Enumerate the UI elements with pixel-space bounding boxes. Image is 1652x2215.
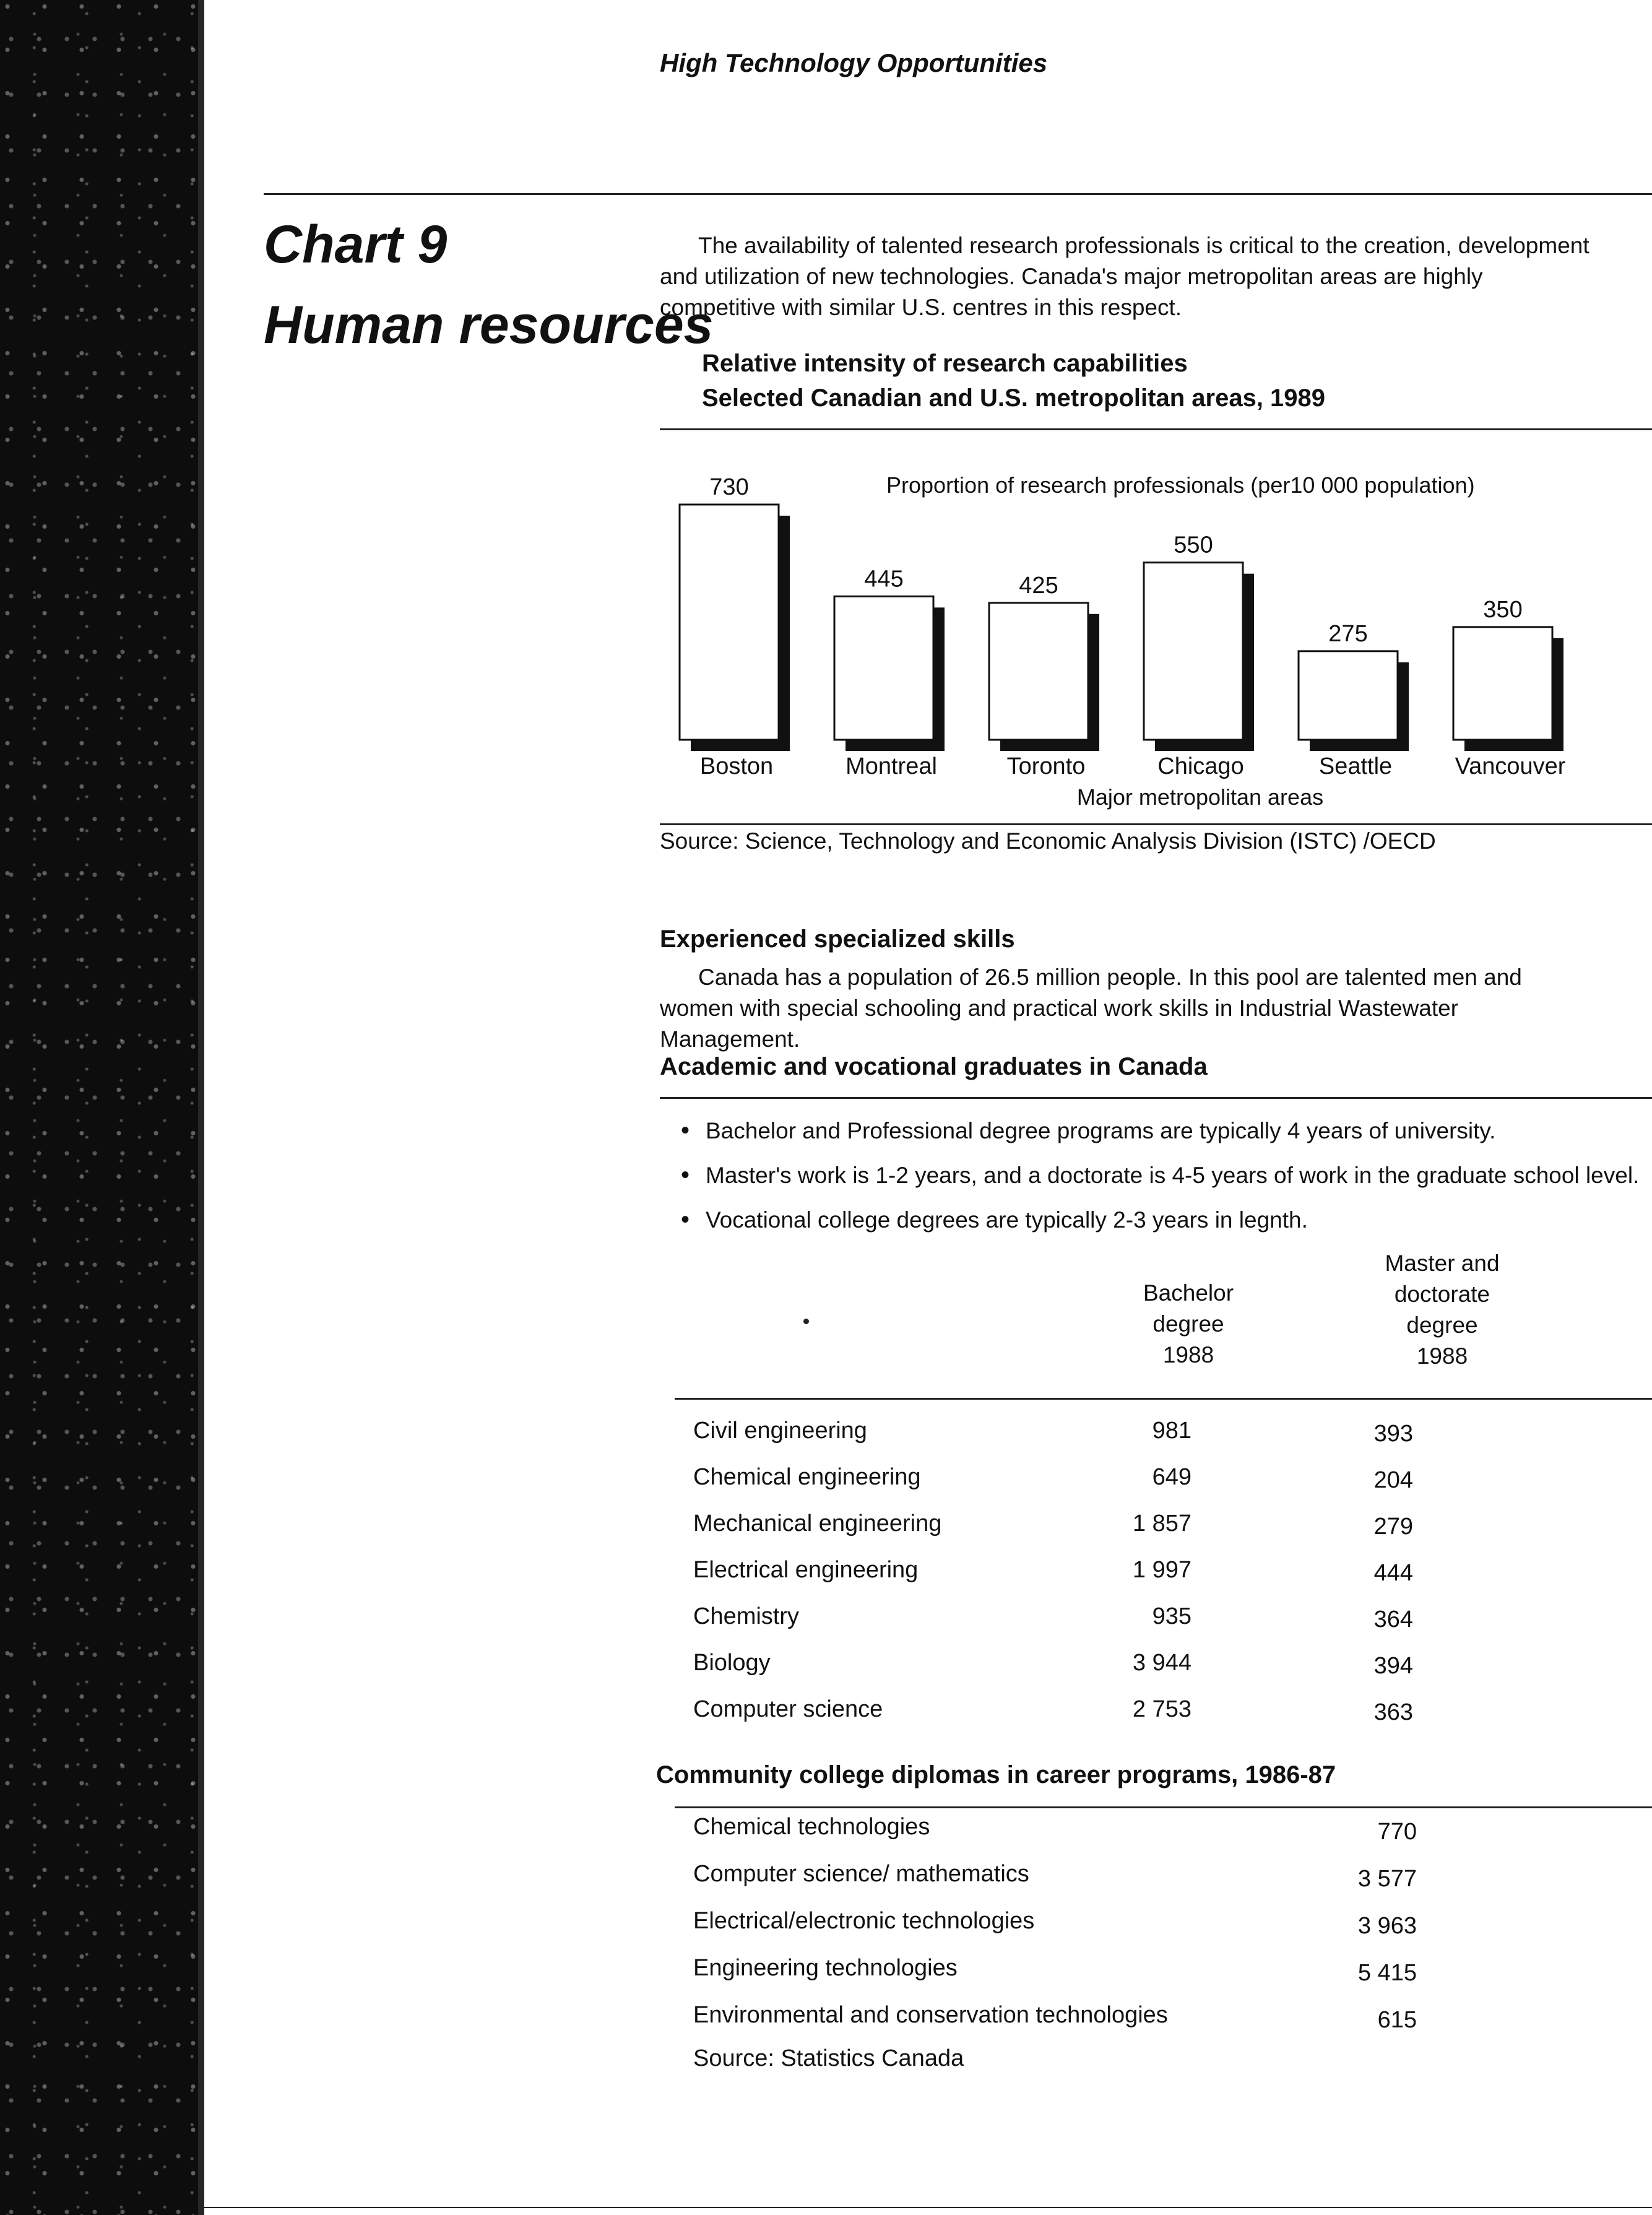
bar-toronto: [989, 603, 1088, 740]
table-cell-diplomas: 3 577: [1357, 1866, 1417, 1892]
table-row-label: Civil engineering: [693, 1418, 867, 1444]
col-head-master: Master and doctorate degree 1988: [1385, 1251, 1500, 1369]
chart-number: Chart 9: [264, 215, 448, 274]
category-label: Chicago: [1157, 753, 1244, 779]
skills-paragraph: Canada has a population of 26.5 million people. In this pool are talented men and women with special schooling and practical work skills in Industrial Wastewater Management.: [660, 964, 1522, 1052]
chart-source: Source: Science, Technology and Economic Analysis Division (ISTC) /OECD: [660, 828, 1436, 854]
table-cell-master: 204: [1373, 1467, 1413, 1493]
binding-strip: [0, 0, 204, 2215]
bullet-list: [681, 1108, 1639, 1242]
category-label: Montreal: [845, 753, 937, 779]
table-row-label: Chemical technologies: [693, 1814, 930, 1840]
table-row-label: Biology: [693, 1650, 771, 1676]
table-cell-master: 444: [1373, 1560, 1413, 1586]
chart-xlabel: Major metropolitan areas: [1076, 784, 1324, 810]
table-source: Source: Statistics Canada: [693, 2045, 964, 2071]
bar-value-label: 425: [1019, 572, 1058, 599]
bar-seattle: [1299, 651, 1398, 740]
table-row-label: Chemistry: [693, 1603, 800, 1629]
bar-value-label: 275: [1328, 620, 1368, 647]
running-head: High Technology Opportunities: [660, 48, 1048, 77]
table-cell-diplomas: 3 963: [1357, 1913, 1417, 1939]
bullet-item: • Vocational college degrees are typically 2-3 years in legnth.: [681, 1197, 1639, 1242]
bar-chicago: [1144, 563, 1243, 740]
table-cell-bachelor: 1 857: [1132, 1511, 1191, 1537]
table-row-label: Chemical engineering: [693, 1464, 921, 1490]
chart-bottom-rule: [660, 823, 1652, 825]
table-cell-master: 393: [1373, 1421, 1413, 1447]
bar-value-label: 550: [1174, 532, 1213, 558]
table-row-label: Electrical engineering: [693, 1557, 919, 1583]
stray-dot: [803, 1319, 809, 1324]
college-heading: Community college diplomas in career programs, 1986-87: [656, 1761, 1336, 1788]
table-cell-bachelor: 3 944: [1132, 1650, 1191, 1676]
category-label: Seattle: [1318, 753, 1393, 779]
table-cell-bachelor: 981: [1152, 1418, 1191, 1444]
section-title: Human resources: [264, 295, 714, 355]
table-cell-diplomas: 770: [1377, 1819, 1417, 1845]
bullet-item: • Bachelor and Professional degree programs are typically 4 years of university.: [681, 1108, 1639, 1153]
college-rule: [675, 1806, 1652, 1808]
table-cell-master: 279: [1373, 1514, 1413, 1540]
table-row-label: Computer science: [693, 1696, 883, 1722]
category-label: Vancouver: [1455, 753, 1566, 779]
bullet-item: • Master's work is 1-2 years, and a doctorate is 4-5 years of work in the graduate school level.: [681, 1153, 1639, 1197]
category-label: Boston: [699, 753, 774, 779]
table-row-label: Electrical/electronic technologies: [693, 1908, 1035, 1934]
table-cell-diplomas: 615: [1377, 2007, 1417, 2033]
chart-title-line1: Relative intensity of research capabilities: [702, 350, 1188, 377]
table-cell-bachelor: 1 997: [1132, 1557, 1191, 1583]
table-row-label: Environmental and conservation technologies: [693, 2002, 1168, 2028]
chart-title-line2: Selected Canadian and U.S. metropolitan areas, 1989: [702, 384, 1326, 412]
binding-edge: [198, 0, 204, 2215]
category-label: Toronto: [1006, 753, 1086, 779]
bar-value-label: 730: [709, 474, 749, 500]
bar-value-label: 350: [1483, 596, 1523, 623]
col-head-bachelor: Bachelor degree 1988: [1143, 1280, 1234, 1368]
chart-top-rule: [660, 428, 1652, 430]
skills-heading: Experienced specialized skills: [660, 925, 1015, 953]
bottom-rule: [204, 2207, 1652, 2208]
table-cell-bachelor: 935: [1152, 1603, 1191, 1629]
bar-boston: [680, 505, 779, 740]
table-row-label: Engineering technologies: [693, 1955, 958, 1981]
graduates-heading: Academic and vocational graduates in Canada: [660, 1053, 1208, 1080]
chart-ylabel: Proportion of research professionals (per10 000 population): [886, 472, 1475, 498]
bar-chart: [668, 458, 1646, 817]
table-cell-master: 364: [1373, 1606, 1413, 1632]
table-cell-bachelor: 649: [1152, 1464, 1191, 1490]
table-cell-bachelor: 2 753: [1132, 1696, 1191, 1722]
intro-paragraph: The availability of talented research professionals is critical to the creation, development and utilization of new technologies. Canada's major metropolitan areas are highly competitive with similar U.S. centres in this respect.: [660, 233, 1589, 320]
table-row-label: Computer science/ mathematics: [693, 1861, 1029, 1887]
table-row-label: Mechanical engineering: [693, 1511, 942, 1537]
table-cell-master: 394: [1373, 1653, 1413, 1679]
table-header-rule: [675, 1398, 1652, 1400]
table-cell-master: 363: [1373, 1699, 1413, 1725]
bar-vancouver: [1453, 627, 1552, 740]
table-cell-diplomas: 5 415: [1357, 1960, 1417, 1986]
bar-value-label: 445: [864, 566, 904, 592]
top-rule: [264, 193, 1652, 195]
bar-montreal: [834, 596, 933, 740]
graduates-rule: [660, 1097, 1652, 1099]
